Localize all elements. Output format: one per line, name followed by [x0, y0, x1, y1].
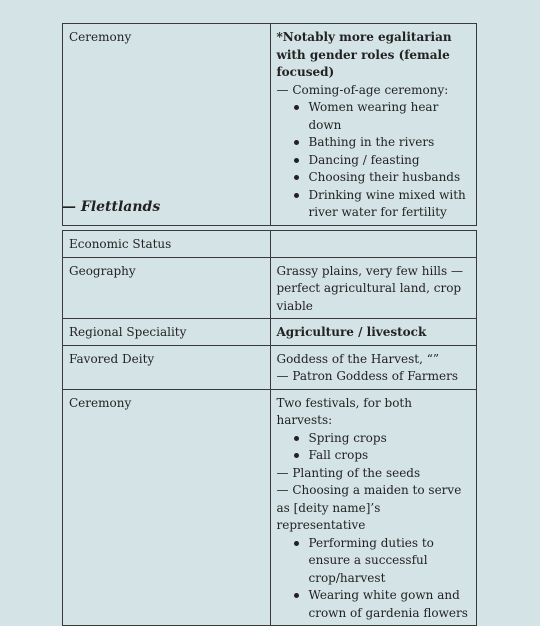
row-value: Agriculture / livestock: [270, 319, 477, 346]
table-row: [63, 389, 477, 626]
list-item: Performing duties to ensure a successful crop/harvest: [309, 535, 471, 588]
table-row: [63, 257, 477, 319]
table-row: [63, 319, 477, 346]
row-value: [270, 24, 477, 226]
bold-note: *Notably more egalitarian with gender roles (female focused): [276, 30, 452, 79]
list-item: Drinking wine mixed with river water for fertility: [309, 187, 471, 222]
list-item: Dancing / feasting: [309, 152, 471, 170]
row-label: Ceremony: [63, 389, 271, 626]
row-label: Economic Status: [63, 231, 271, 258]
table-row: [63, 231, 477, 258]
row-value: [270, 389, 477, 626]
table-row: [63, 24, 477, 226]
table-row: [63, 345, 477, 389]
ceremony-bullet-list: [277, 99, 471, 222]
row-value: [270, 231, 477, 258]
maiden-note: — Choosing a maiden to serve as [deity name]’s representative: [276, 483, 462, 532]
flettlands-table: [62, 230, 477, 626]
list-item: Spring crops: [309, 430, 471, 448]
festival-intro: Two festivals, for both harvests:: [276, 395, 412, 427]
list-item: Women wearing hear down: [309, 99, 471, 134]
row-value: Grassy plains, very few hills — perfect agricultural land, crop viable: [270, 257, 477, 319]
ceremony-intro: — Coming-of-age ceremony:: [276, 82, 449, 97]
list-item: Bathing in the rivers: [309, 134, 471, 152]
deity-name: Goddess of the Harvest, “”: [276, 351, 439, 366]
ceremony-table-top: [62, 23, 477, 226]
section-heading: — Flettlands: [62, 199, 161, 215]
row-value: [270, 345, 477, 389]
row-label: Geography: [63, 257, 271, 319]
list-item: Fall crops: [309, 447, 471, 465]
row-label: Regional Speciality: [63, 319, 271, 346]
list-item: Choosing their husbands: [309, 169, 471, 187]
maiden-bullet-list: [277, 535, 471, 623]
deity-role: — Patron Goddess of Farmers: [276, 369, 458, 383]
row-label: Favored Deity: [63, 345, 271, 389]
festival-bullet-list: [277, 430, 471, 465]
planting-note: — Planting of the seeds: [276, 465, 421, 480]
list-item: Wearing white gown and crown of gardenia flowers: [309, 587, 471, 622]
row-label: Ceremony: [63, 24, 271, 226]
